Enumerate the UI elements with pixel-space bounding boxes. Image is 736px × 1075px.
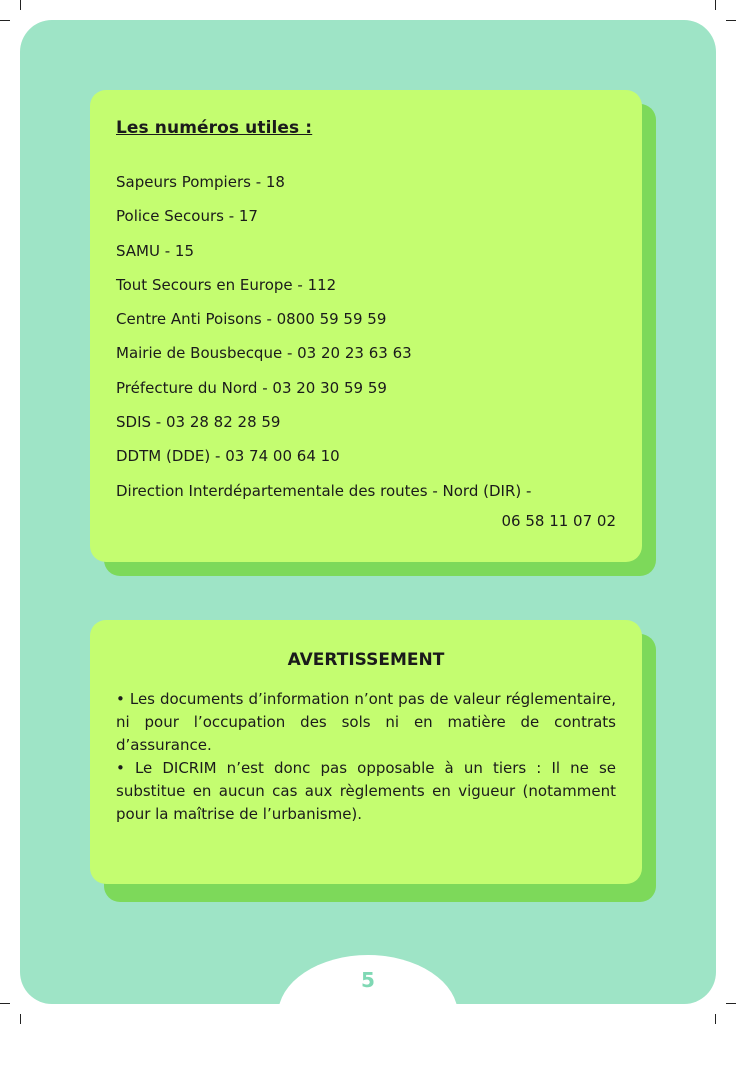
number-item-sdis: SDIS - 03 28 82 28 59 <box>116 413 281 432</box>
page-number: 5 <box>361 968 375 992</box>
warning-card <box>90 620 642 884</box>
crop-mark <box>726 1003 736 1004</box>
number-item-town-hall: Mairie de Bousbecque - 03 20 23 63 63 <box>116 344 412 363</box>
warning-title: AVERTISSEMENT <box>287 650 445 670</box>
number-item-police: Police Secours - 17 <box>116 207 258 226</box>
useful-numbers-title: Les numéros utiles : <box>116 118 313 138</box>
crop-mark <box>726 20 736 21</box>
warning-text <box>116 688 616 826</box>
number-item-ddtm: DDTM (DDE) - 03 74 00 64 10 <box>116 447 340 466</box>
crop-mark <box>20 0 21 10</box>
useful-numbers-list <box>116 172 616 515</box>
number-item-firefighters: Sapeurs Pompiers - 18 <box>116 173 285 191</box>
useful-numbers-card <box>90 90 642 562</box>
crop-mark <box>715 0 716 10</box>
warning-paragraph: • Les documents d’information n’ont pas de valeur réglementaire, ni pour l’occupation des sols ni en matière de contrats d’assurance. <box>116 690 616 754</box>
crop-mark <box>0 20 10 21</box>
crop-mark <box>0 1003 10 1004</box>
number-item-prefecture: Préfecture du Nord - 03 20 30 59 59 <box>116 378 387 397</box>
number-item-dir: Direction Interdépartementale des routes - Nord (DIR) - <box>116 481 532 500</box>
number-item-poison-center: Centre Anti Poisons - 0800 59 59 59 <box>116 310 387 329</box>
dir-phone-number: 06 58 11 07 02 <box>501 511 616 530</box>
warning-paragraph: • Le DICRIM n’est donc pas opposable à un tiers : Il ne se substitue en aucun cas aux règlements en vigueur (notamment pour la maîtrise de l’urbanisme). <box>116 759 616 823</box>
crop-mark <box>20 1014 21 1024</box>
number-item-samu: SAMU - 15 <box>116 241 195 260</box>
number-item-europe: Tout Secours en Europe - 112 <box>116 275 337 294</box>
crop-mark <box>715 1014 716 1024</box>
